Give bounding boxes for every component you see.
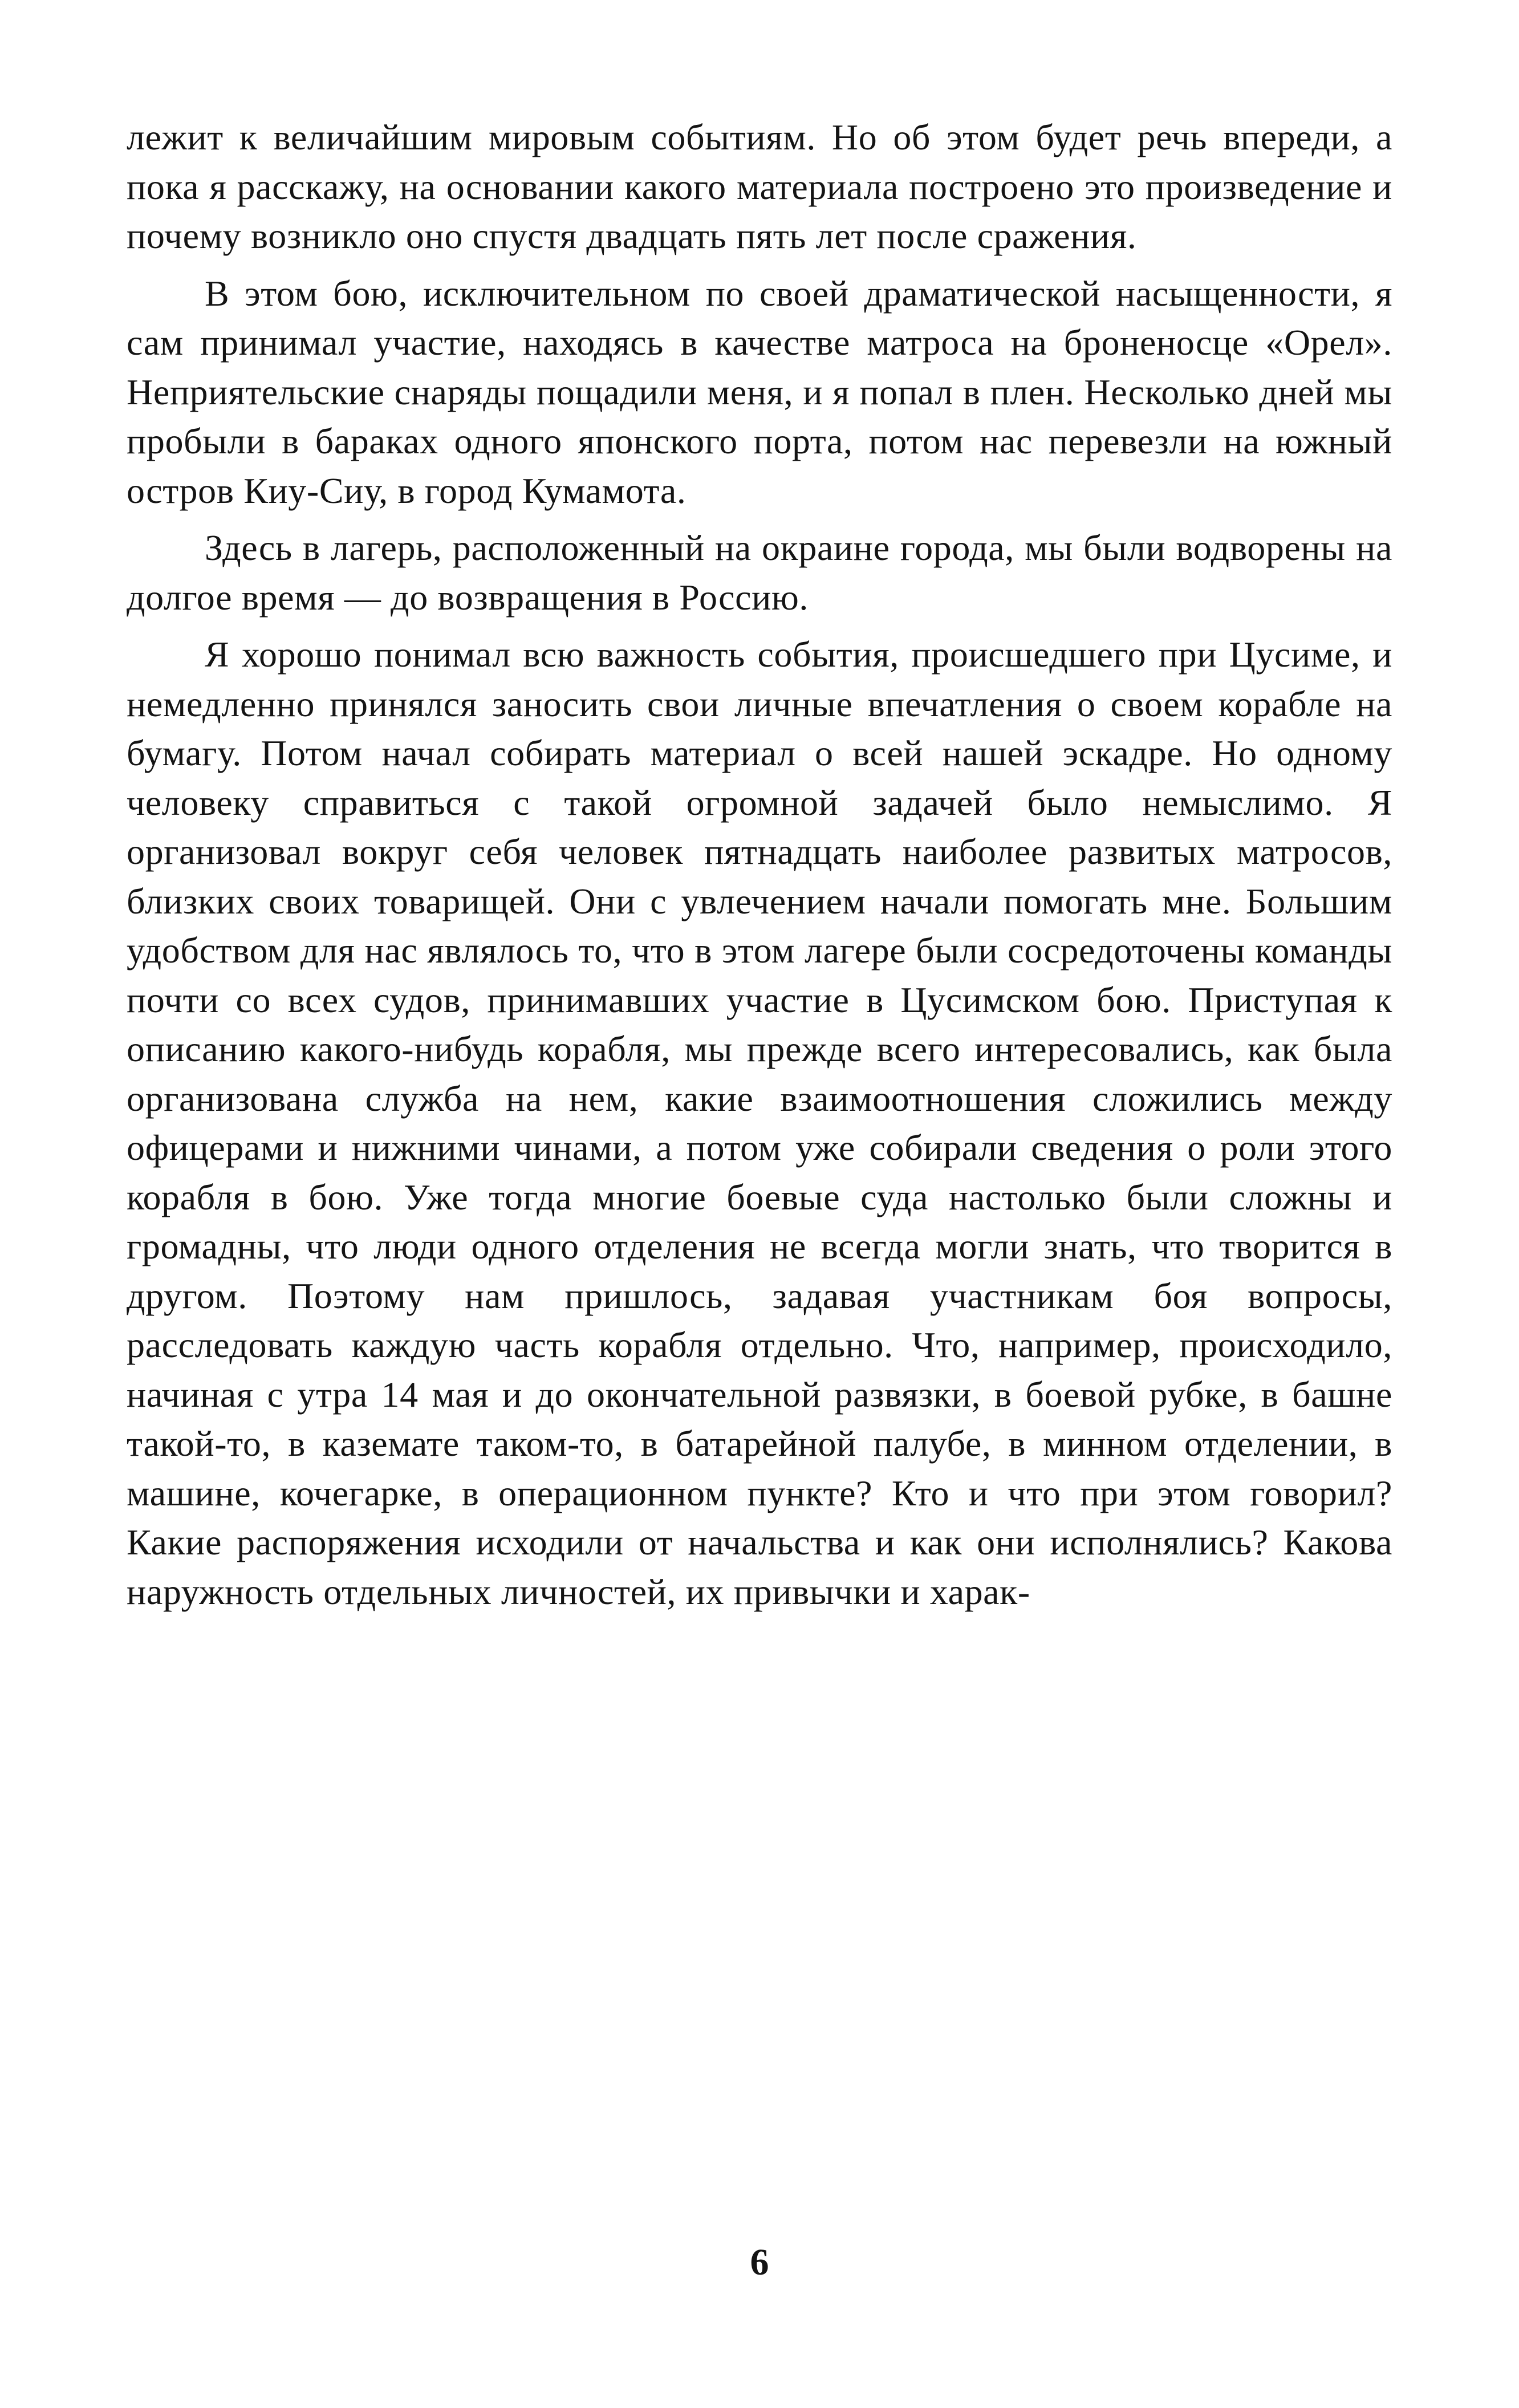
paragraph-camp: Здесь в лагерь, расположенный на окраине города, мы были водворены на долгое время — до возвращения в Россию. — [127, 527, 1392, 618]
page-number: 6 — [750, 2241, 769, 2283]
paragraph-continuation: лежит к величайшим мировым событиям. Но об этом будет речь впереди, а пока я расскажу, на основании какого материала построено это произведение и почему возникло оно спустя двадцать пять лет после сражения. — [127, 117, 1392, 256]
page-body-text — [127, 113, 1392, 1617]
paragraph-battle-participation: В этом бою, исключительном по своей драматической насыщенности, я сам принимал участие, находясь в качестве матроса на броненосце «Орел». Неприятельские снаряды пощадили меня, и я попал в плен. Несколько дней мы пробыли в бараках одного японского порта, потом нас перевезли на южный остров Киу-Сиу, в город Кумамота. — [127, 273, 1392, 511]
paragraph-material-collection: Я хорошо понимал всю важность события, происшедшего при Цусиме, и немедленно принялся заносить свои личные впечатления о своем корабле на бумагу. Потом начал собирать материал о всей нашей эскадре. Но одному человеку справиться с такой огромной задачей было немыслимо. Я организовал вокруг себя человек пятнадцать наиболее развитых матросов, близких своих товарищей. Они с увлечением начали помогать мне. Большим удобством для нас являлось то, что в этом лагере были сосредоточены команды почти со всех судов, принимавших участие в Цусимском бою. Приступая к описанию какого-нибудь корабля, мы прежде всего интересовались, как была организована служба на нем, какие взаимоотношения сложились между офицерами и нижними чинами, а потом уже собирали сведения о роли этого корабля в бою. Уже тогда многие боевые суда настолько были сложны и громадны, что люди одного отделения не всегда могли знать, что творится в другом. Поэтому нам пришлось, задавая участникам боя вопросы, расследовать каждую часть корабля отдельно. Что, например, происходило, начиная с утра 14 мая и до окончательной развязки, в боевой рубке, в башне такой-то, в каземате таком-то, в батарейной палубе, в минном отделении, в машине, кочегарке, в операционном пункте? Кто и что при этом говорил? Какие распоряжения исходили от начальства и как они исполнялись? Какова наружность отдельных личностей, их привычки и харак- — [127, 634, 1392, 1612]
